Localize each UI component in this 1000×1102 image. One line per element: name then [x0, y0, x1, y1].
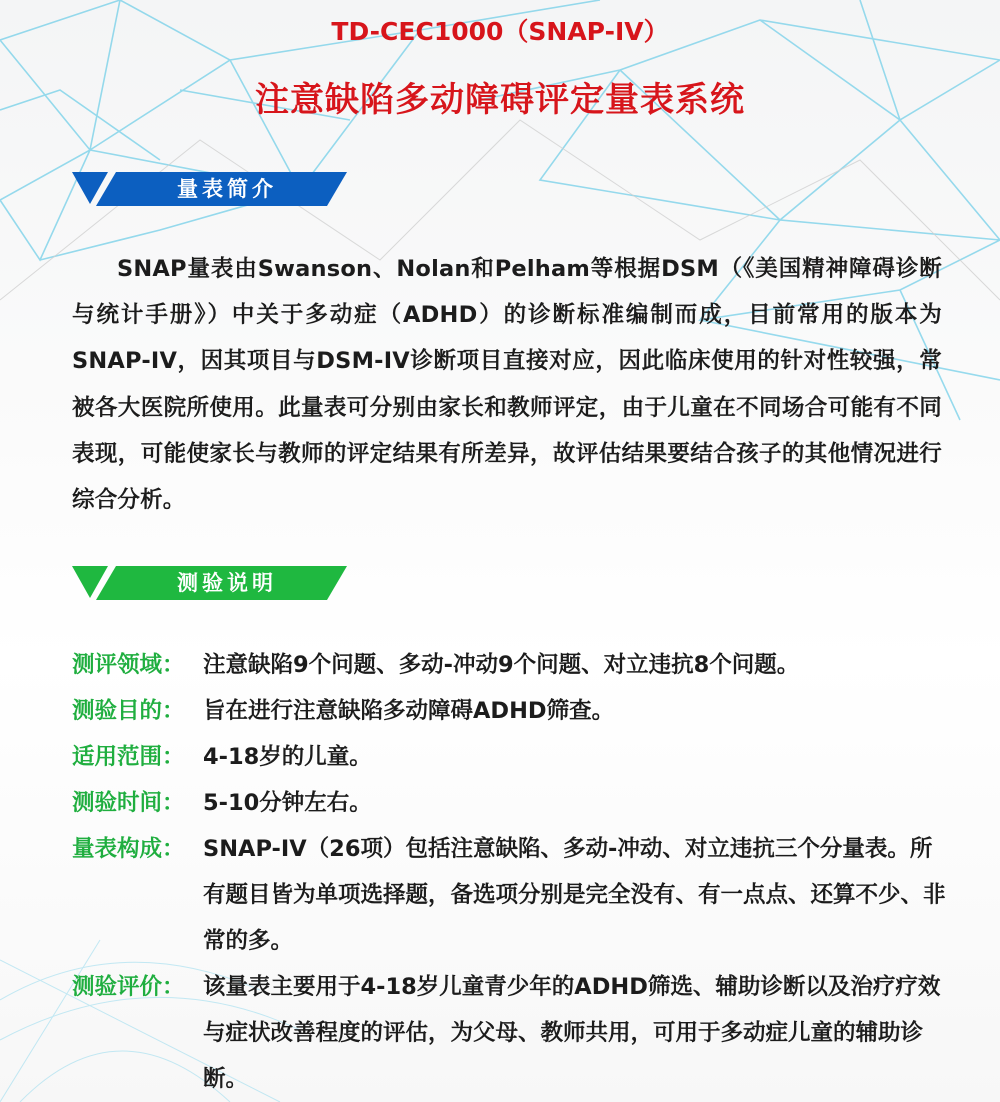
page-title: 注意缺陷多动障碍评定量表系统: [255, 80, 745, 120]
info-row-composition: [72, 826, 952, 964]
info-value: 注意缺陷9个问题、多动-冲动9个问题、对立违抗8个问题。: [203, 652, 800, 678]
info-label: 适用范围：: [72, 744, 185, 770]
info-row-domain: [72, 642, 952, 688]
info-value: 4-18岁的儿童。: [203, 744, 372, 770]
section-banner-intro: [72, 172, 347, 206]
info-row-purpose: [72, 688, 952, 734]
info-row-scope: [72, 734, 952, 780]
section-banner-test: [72, 566, 347, 600]
intro-paragraph: SNAP量表由Swanson、Nolan和Pelham等根据DSM（《美国精神障碍诊断与统计手册》）中关于多动症（ADHD）的诊断标准编制而成，目前常用的版本为SNAP-IV，因其项目与DSM-IV诊断项目直接对应，因此临床使用的针对性较强，常被各大医院所使用。此量表可分别由家长和教师评定，由于儿童在不同场合可能有不同表现，可能使家长与教师的评定结果有所差异，故评估结果要结合孩子的其他情况进行综合分析。: [72, 256, 942, 514]
section-heading: 量表简介: [177, 177, 277, 201]
test-info-list: [72, 642, 952, 1102]
info-label: 测评领域：: [72, 652, 185, 678]
product-model: TD-CEC1000（SNAP-IV）: [331, 17, 669, 46]
info-row-time: [72, 780, 952, 826]
info-label: 量表构成：: [72, 836, 185, 862]
info-label: 测验时间：: [72, 790, 185, 816]
info-value: SNAP-IV（26项）包括注意缺陷、多动-冲动、对立违抗三个分量表。所有题目皆为单项选择题，备选项分别是完全没有、有一点点、还算不少、非常的多。: [203, 836, 946, 954]
info-label: 测验目的：: [72, 698, 185, 724]
info-value: 旨在进行注意缺陷多动障碍ADHD筛查。: [203, 698, 615, 724]
info-row-evaluation: [72, 964, 952, 1102]
info-value: 该量表主要用于4-18岁儿童青少年的ADHD筛选、辅助诊断以及治疗疗效与症状改善程度的评估，为父母、教师共用，可用于多动症儿童的辅助诊断。: [203, 974, 941, 1092]
info-label: 测验评价：: [72, 974, 185, 1000]
info-value: 5-10分钟左右。: [203, 790, 372, 816]
section-heading: 测验说明: [177, 571, 277, 595]
